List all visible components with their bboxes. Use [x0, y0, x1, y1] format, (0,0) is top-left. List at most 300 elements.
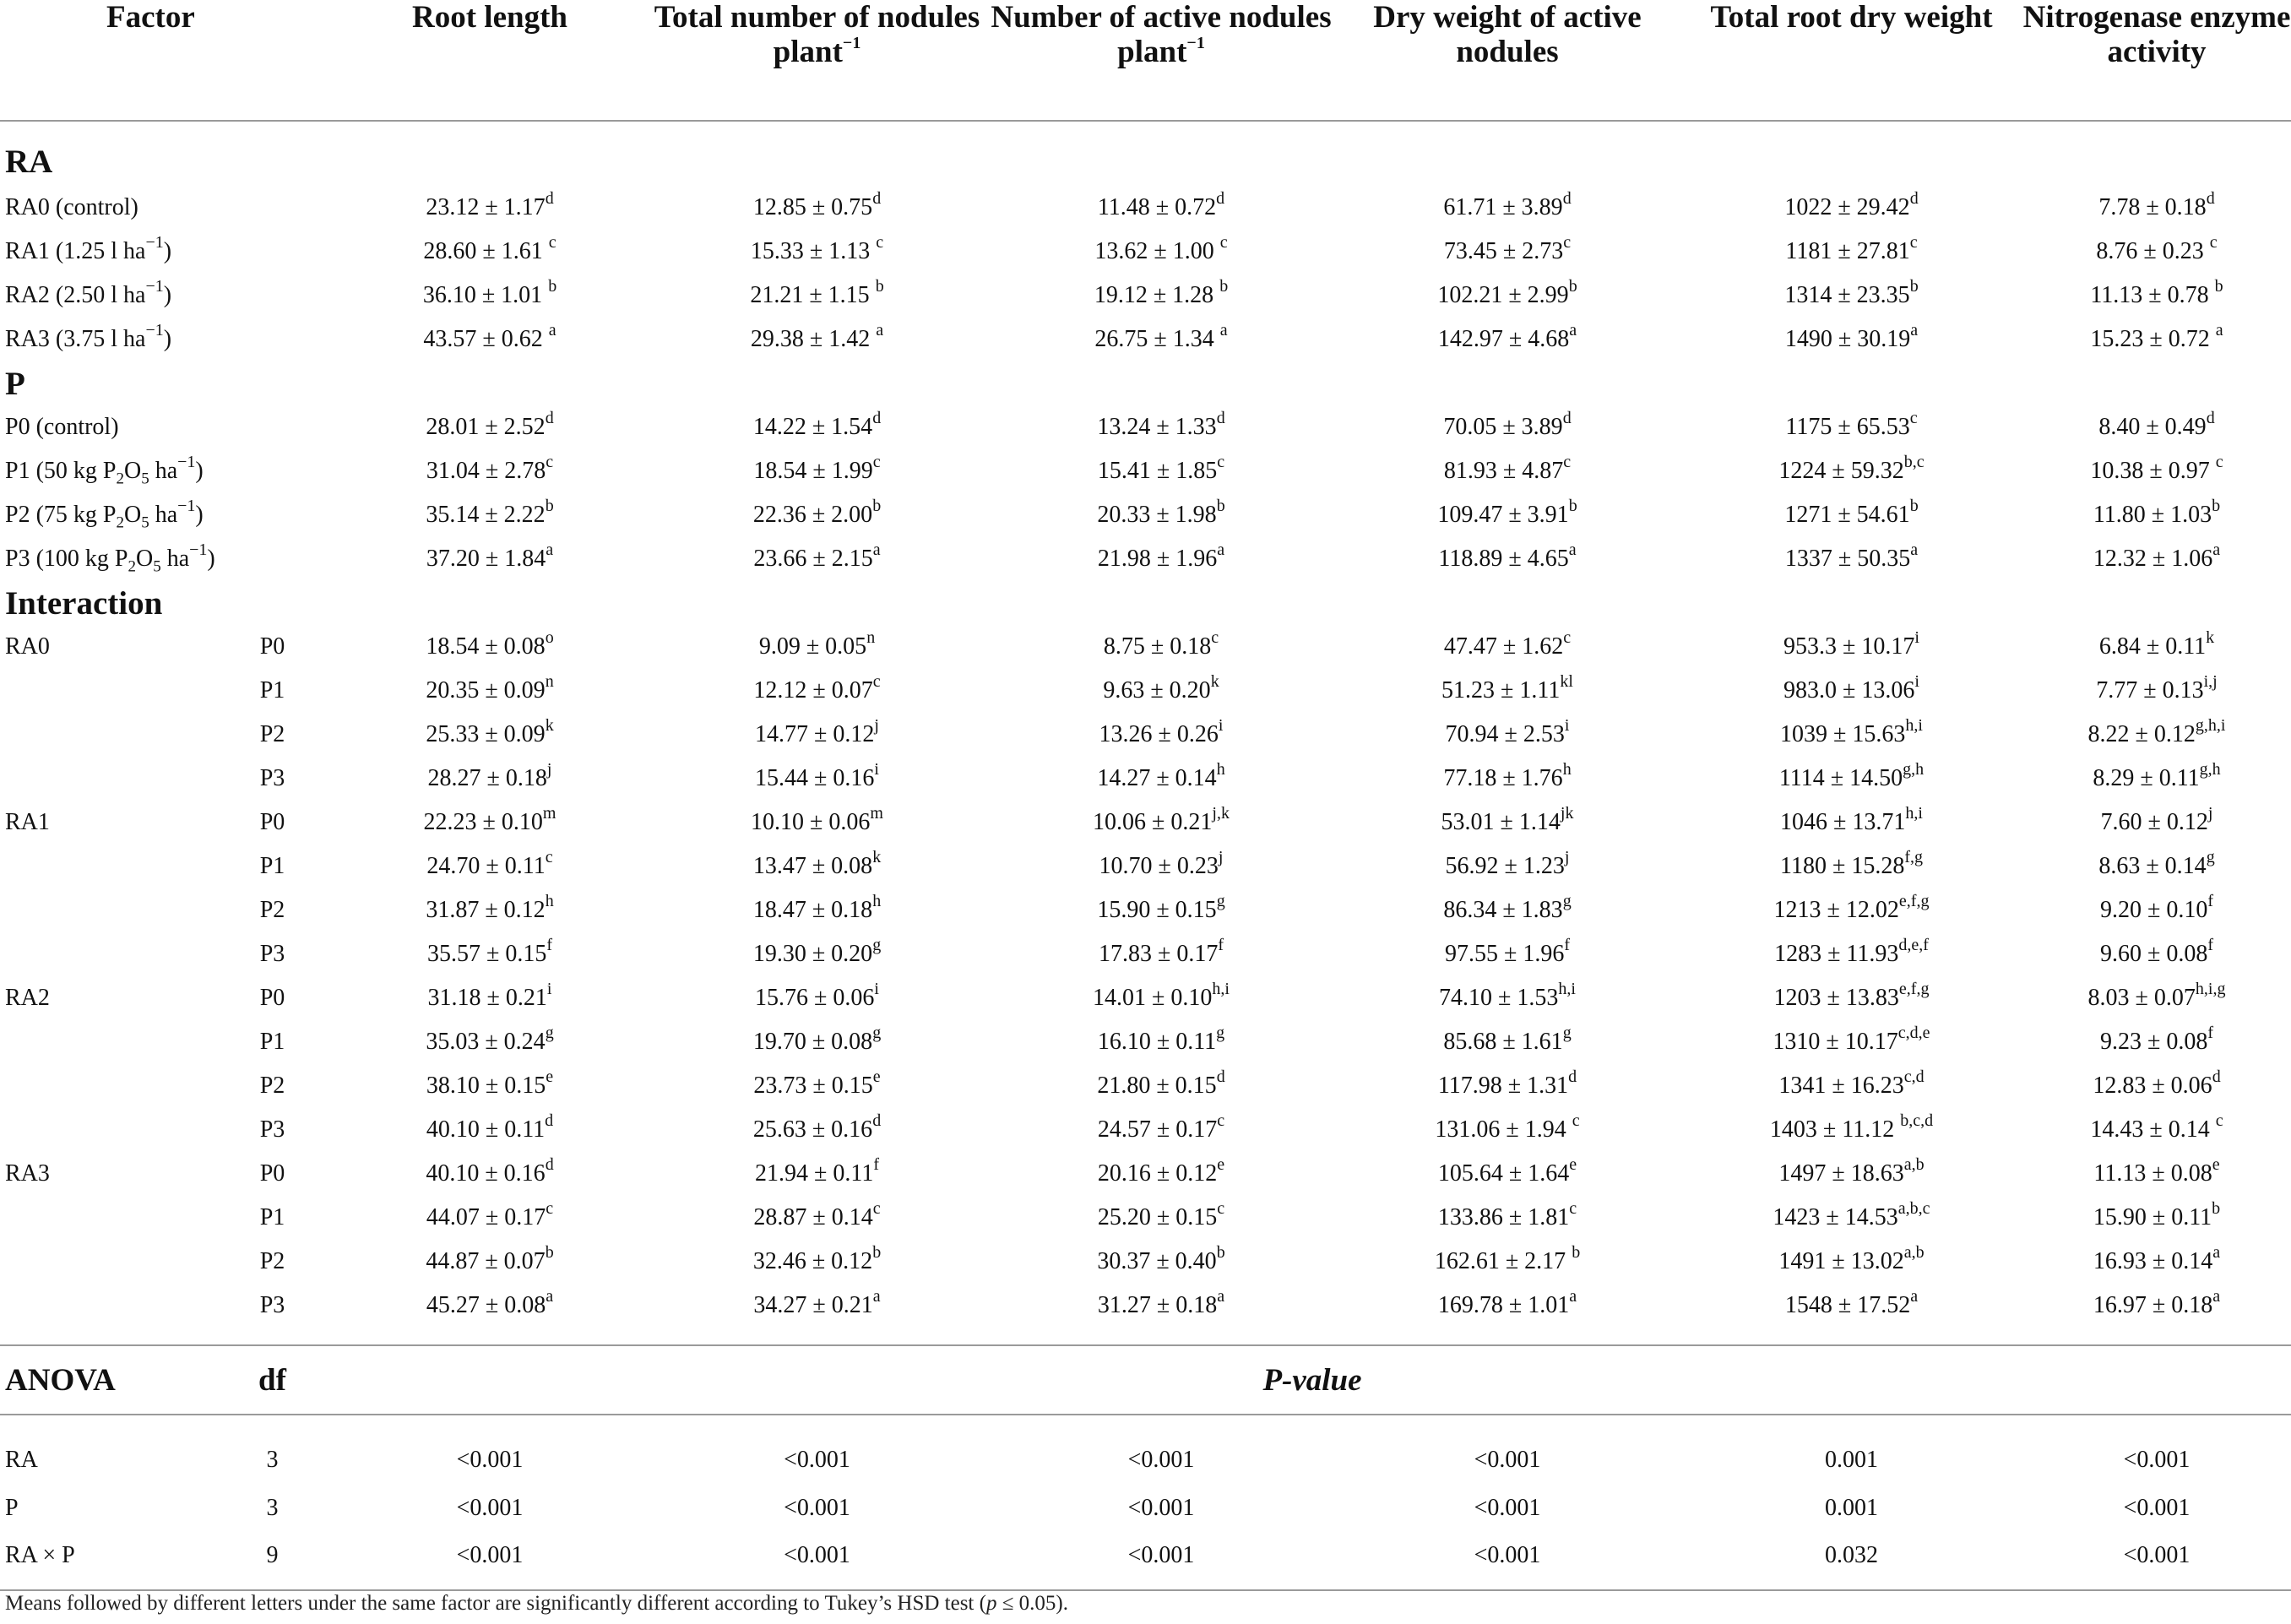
value-cell-0: 36.10 ± 1.01 $^b$	[422, 276, 557, 308]
value-cell-1: 12.85 ± 0.75$^d$	[752, 188, 882, 220]
significance-letter: b	[1572, 1242, 1581, 1262]
value-cell-0: 31.04 ± 2.78$^c$	[426, 452, 554, 484]
significance-letter: e	[872, 1067, 881, 1086]
ra-group-label	[0, 1064, 211, 1108]
significance-letter: c	[1217, 452, 1225, 471]
anova-row-2	[0, 1530, 2291, 1590]
df-label: df	[211, 1345, 334, 1415]
header-root-dry-weight: Total root dry weight	[1710, 0, 1993, 35]
value-cell-0: 23.12 ± 1.17$^d$	[426, 188, 554, 220]
interaction-row-11	[0, 1108, 2291, 1152]
significance-letter: a	[1219, 320, 1228, 339]
significance-letter: g	[2206, 847, 2215, 866]
ra-group-label	[0, 845, 211, 888]
significance-letter: d,e,f	[1898, 935, 1929, 954]
value-cell-0: $20.35 \pm 0.09^n$	[426, 671, 554, 703]
significance-letter: b	[1219, 276, 1229, 296]
value-cell-4: $1423 \pm 14.53^{a,b,c}$	[1773, 1198, 1930, 1230]
value-cell-5: $8.03 \pm 0.07^{h,i,g}$	[2087, 979, 2226, 1011]
significance-letter: b	[548, 276, 557, 296]
value-cell-0: 43.57 ± 0.62 $^a$	[423, 320, 556, 352]
significance-letter: b	[2214, 276, 2223, 296]
section-label: P	[5, 365, 25, 402]
table-divider	[0, 1328, 2291, 1345]
significance-letter: d	[1909, 188, 1919, 208]
value-cell-1: 19.70 ± 0.08$^g$	[752, 1023, 882, 1055]
significance-letter: d	[1216, 1067, 1225, 1086]
significance-letter: h,i	[1212, 979, 1230, 998]
value-cell-4: 1181 ± 27.81$^c$	[1785, 232, 1918, 264]
footnote: Means followed by different letters under the same factor are significantly different according to Tukey’s HSD test (p ≤ 0.05).	[5, 1592, 1068, 1615]
value-cell-3: $51.23 \pm 1.11^{kl}$	[1441, 671, 1573, 703]
value-cell-1: 12.12 ± 0.07$^c$	[753, 671, 881, 703]
value-cell-4: $1310 \pm 10.17^{c,d,e}$	[1773, 1023, 1930, 1055]
interaction-row-5	[0, 845, 2291, 888]
significance-letter: c	[872, 1198, 881, 1218]
significance-letter: a	[1217, 1286, 1225, 1306]
significance-letter: h	[545, 891, 554, 910]
p-level-label: P2	[259, 1073, 285, 1099]
significance-letter: j	[2207, 803, 2213, 823]
value-cell-3: 77.18 ± 1.76$^h$	[1443, 759, 1572, 791]
value-cell-4: $1213 \pm 12.02^{e,f,g}$	[1773, 891, 1930, 923]
value-cell-3: 47.47 ± 1.62$^c$	[1443, 627, 1572, 660]
significance-letter: a	[872, 540, 881, 559]
significance-letter: kl	[1560, 671, 1573, 691]
ra-group-label	[0, 932, 211, 976]
significance-letter: i	[1218, 715, 1224, 735]
anova-pvalue-5: <0.001	[2022, 1530, 2291, 1590]
interaction-row-9	[0, 1020, 2291, 1064]
significance-letter: b	[1568, 276, 1577, 296]
significance-letter: d	[2206, 188, 2215, 208]
ra-group-label	[0, 669, 211, 713]
value-cell-3: 131.06 ± 1.94 $^c$	[1435, 1111, 1580, 1143]
p-level-label: P0	[259, 633, 285, 660]
interaction-row-6	[0, 888, 2291, 932]
ra-group-label	[0, 1284, 211, 1328]
value-cell-3: 61.71 ± 3.89$^d$	[1443, 188, 1572, 220]
significance-letter: k	[2206, 627, 2215, 647]
section-interaction	[0, 581, 2291, 625]
significance-letter: d	[872, 1111, 882, 1130]
significance-letter: c	[1909, 232, 1918, 252]
significance-letter: c	[546, 1198, 554, 1218]
significance-letter: a	[876, 320, 884, 339]
section-label: RA	[5, 144, 53, 180]
value-cell-4: 1403 ± 11.12 $^{b,c,d}$	[1769, 1111, 1934, 1143]
significance-letter: e	[1217, 1154, 1225, 1174]
significance-letter: g,h	[2199, 759, 2221, 779]
value-cell-0: 35.14 ± 2.22$^b$	[426, 496, 554, 528]
significance-letter: b	[2212, 1198, 2221, 1218]
value-cell-5: 9.20 ± 0.10$^f$	[2099, 891, 2214, 923]
value-cell-5: 16.97 ± 0.18$^a$	[2093, 1286, 2221, 1318]
value-cell-2: 13.62 ± 1.00 $^c$	[1094, 232, 1228, 264]
significance-letter: g	[872, 935, 882, 954]
significance-letter: j	[1218, 847, 1224, 866]
value-cell-4: 1337 ± 50.35$^a$	[1784, 540, 1919, 572]
value-cell-5: $7.60 \pm 0.12^j$	[2100, 803, 2213, 835]
ra-group-label	[0, 1196, 211, 1240]
significance-letter: b	[545, 496, 554, 515]
significance-letter: h,i	[1558, 979, 1576, 998]
interaction-row-15	[0, 1284, 2291, 1328]
significance-letter: a	[1910, 320, 1919, 339]
p-level-label: P1	[259, 853, 285, 879]
significance-letter: b	[545, 1242, 554, 1262]
value-cell-5: 9.23 ± 0.08$^f$	[2099, 1023, 2214, 1055]
significance-letter: b	[2212, 496, 2221, 515]
significance-letter: c	[546, 452, 554, 471]
value-cell-5: $8.29 \pm 0.11^{g,h}$	[2093, 759, 2221, 791]
value-cell-4: $1203 \pm 13.83^{e,f,g}$	[1773, 979, 1930, 1011]
significance-letter: f	[2207, 1023, 2214, 1042]
significance-letter: h,i	[1905, 715, 1923, 735]
significance-letter: d	[1562, 188, 1572, 208]
significance-letter: c	[1563, 232, 1572, 252]
significance-letter: g	[545, 1023, 554, 1042]
value-cell-1: $15.76 \pm 0.06^i$	[755, 979, 879, 1011]
value-cell-2: 14.27 ± 0.14$^h$	[1097, 759, 1225, 791]
significance-letter: a	[2212, 540, 2221, 559]
significance-letter: f	[2207, 935, 2214, 954]
header-total-nodules: Total number of nodules plant$^{-1}$	[654, 0, 980, 69]
interaction-row-1	[0, 669, 2291, 713]
value-cell-1: 21.94 ± 0.11$^f$	[755, 1154, 879, 1187]
significance-letter: a	[1569, 1286, 1577, 1306]
anova-pvalue-4: 0.032	[1680, 1530, 2022, 1590]
value-cell-1: 25.63 ± 0.16$^d$	[752, 1111, 882, 1143]
significance-letter: g	[1216, 1023, 1225, 1042]
significance-letter: g,h	[1903, 759, 1925, 779]
ra-row-2	[0, 274, 2291, 318]
value-cell-0: 44.07 ± 0.17$^c$	[426, 1198, 554, 1230]
value-cell-2: 16.10 ± 0.11$^g$	[1097, 1023, 1225, 1055]
p-level-label: P3	[259, 1116, 285, 1143]
value-cell-2: 24.57 ± 0.17$^c$	[1097, 1111, 1225, 1143]
significance-letter: c	[1572, 1111, 1580, 1130]
value-cell-2: 25.20 ± 0.15$^c$	[1097, 1198, 1225, 1230]
value-cell-0: $28.27 \pm 0.18^j$	[427, 759, 552, 791]
significance-letter: c	[1563, 452, 1572, 471]
value-cell-2: $10.70 \pm 0.23^j$	[1099, 847, 1224, 879]
significance-letter: h,i,g	[2195, 979, 2226, 998]
value-cell-1: 18.54 ± 1.99$^c$	[753, 452, 881, 484]
significance-letter: h	[1562, 759, 1572, 779]
value-cell-4: 1271 ± 54.61$^b$	[1784, 496, 1919, 528]
value-cell-2: 15.41 ± 1.85$^c$	[1097, 452, 1225, 484]
significance-letter: b	[1909, 276, 1919, 296]
p-level-label: P2	[259, 721, 285, 747]
value-cell-2: $9.63 \pm 0.20^k$	[1103, 671, 1219, 703]
significance-letter: b	[1568, 496, 1577, 515]
significance-letter: f	[1218, 935, 1224, 954]
significance-letter: d	[1216, 188, 1225, 208]
significance-letter: f	[546, 935, 553, 954]
value-cell-2: 31.27 ± 0.18$^a$	[1097, 1286, 1225, 1318]
significance-letter: g	[1216, 891, 1225, 910]
value-cell-4: $1491 \pm 13.02^{a,b}$	[1778, 1242, 1925, 1274]
p-row-0	[0, 405, 2291, 449]
significance-letter: d	[872, 408, 882, 427]
significance-letter: b	[875, 276, 884, 296]
significance-letter: d	[2206, 408, 2215, 427]
significance-letter: h	[872, 891, 882, 910]
significance-letter: k	[545, 715, 554, 735]
value-cell-3: 169.78 ± 1.01$^a$	[1437, 1286, 1577, 1318]
significance-letter: c	[1217, 1198, 1225, 1218]
significance-letter: c,d	[1903, 1067, 1925, 1086]
value-cell-0: 31.87 ± 0.12$^h$	[426, 891, 554, 923]
value-cell-4: $1283 \pm 11.93^{d,e,f}$	[1774, 935, 1929, 967]
significance-letter: m	[870, 803, 883, 823]
significance-letter: i	[1564, 715, 1570, 735]
value-cell-3: 142.97 ± 4.68$^a$	[1437, 320, 1577, 352]
significance-letter: c,d,e	[1897, 1023, 1930, 1042]
significance-letter: h	[1216, 759, 1225, 779]
significance-letter: c	[1569, 1198, 1577, 1218]
row-label: RA0 (control)	[5, 194, 138, 220]
value-cell-5: 12.83 ± 0.06$^d$	[2093, 1067, 2221, 1099]
value-cell-4: $1497 \pm 18.63^{a,b}$	[1778, 1154, 1925, 1187]
ra-group-label	[0, 757, 211, 801]
value-cell-1: 28.87 ± 0.14$^c$	[753, 1198, 881, 1230]
significance-letter: k	[872, 847, 882, 866]
section-label: Interaction	[5, 584, 163, 622]
value-cell-3: 70.05 ± 3.89$^d$	[1443, 408, 1572, 440]
significance-letter: d	[545, 188, 554, 208]
header-nitrogenase: Nitrogenase enzyme activity	[2022, 0, 2291, 69]
value-cell-2: 21.98 ± 1.96$^a$	[1097, 540, 1225, 572]
significance-letter: a	[1910, 1286, 1919, 1306]
value-cell-4: 1175 ± 65.53$^c$	[1785, 408, 1918, 440]
row-label: RA3 (3.75 l $ha^{-1}$)	[5, 320, 172, 352]
p-level-label: P2	[259, 897, 285, 923]
anova-row-1	[0, 1486, 2291, 1530]
value-cell-1: $13.47 \pm 0.08^k$	[752, 847, 882, 879]
value-cell-2: 13.24 ± 1.33$^d$	[1097, 408, 1225, 440]
interaction-row-8	[0, 976, 2291, 1020]
significance-letter: c	[2215, 452, 2223, 471]
significance-letter: o	[545, 627, 554, 647]
value-cell-0: 28.01 ± 2.52$^d$	[426, 408, 554, 440]
ra-group-label	[0, 1240, 211, 1284]
significance-letter: g	[1562, 1023, 1572, 1042]
value-cell-5: 11.13 ± 0.78 $^b$	[2090, 276, 2223, 308]
anova-pvalue-4: 0.001	[1825, 1447, 1878, 1473]
value-cell-1: $15.44 \pm 0.16^i$	[755, 759, 879, 791]
value-cell-4: $1046 \pm 13.71^{h,i}$	[1780, 803, 1923, 835]
value-cell-0: 35.03 ± 0.24$^g$	[426, 1023, 554, 1055]
value-cell-5: 8.63 ± 0.14$^g$	[2098, 847, 2215, 879]
significance-letter: e	[2212, 1154, 2220, 1174]
significance-letter: d	[1568, 1067, 1577, 1086]
significance-letter: d	[1216, 408, 1225, 427]
value-cell-4: 1490 ± 30.19$^a$	[1784, 320, 1919, 352]
value-cell-1: $14.77 \pm 0.12^j$	[755, 715, 879, 747]
value-cell-5: 16.93 ± 0.14$^a$	[2093, 1242, 2221, 1274]
significance-letter: k	[1210, 671, 1219, 691]
significance-letter: j	[546, 759, 552, 779]
significance-letter: c	[876, 232, 884, 252]
anova-pvalue-4: 0.001	[1825, 1495, 1878, 1521]
significance-letter: j,k	[1212, 803, 1230, 823]
value-cell-3: 133.86 ± 1.81$^c$	[1437, 1198, 1577, 1230]
p-level-label: P1	[259, 677, 285, 703]
anova-label: ANOVA	[0, 1345, 211, 1415]
value-cell-0: $22.23 \pm 0.10^m$	[423, 803, 556, 835]
anova-pvalue-1: <0.001	[784, 1447, 850, 1473]
significance-letter: j	[1564, 847, 1570, 866]
value-cell-0: 24.70 ± 0.11$^c$	[426, 847, 553, 879]
ra-row-1	[0, 230, 2291, 274]
value-cell-1: 19.30 ± 0.20$^g$	[752, 935, 882, 967]
significance-letter: h,i	[1905, 803, 1923, 823]
value-cell-1: 34.27 ± 0.21$^a$	[753, 1286, 881, 1318]
interaction-row-2	[0, 713, 2291, 757]
significance-letter: e,f,g	[1898, 891, 1930, 910]
value-cell-2: 15.90 ± 0.15$^g$	[1097, 891, 1225, 923]
value-cell-1: $10.10 \pm 0.06^m$	[751, 803, 883, 835]
significance-letter: i,j	[2203, 671, 2218, 691]
significance-letter: c	[1219, 232, 1228, 252]
significance-letter: d	[2212, 1067, 2221, 1086]
significance-letter: i	[1914, 671, 1919, 691]
anova-row-0	[0, 1415, 2291, 1486]
anova-df: 9	[211, 1530, 334, 1590]
value-cell-3: $53.01 \pm 1.14^{jk}$	[1441, 803, 1574, 835]
significance-letter: b,c	[1903, 452, 1925, 471]
value-cell-5: $8.22 \pm 0.12^{g,h,i}$	[2087, 715, 2226, 747]
value-cell-5: 8.76 ± 0.23 $^c$	[2096, 232, 2218, 264]
value-cell-0: 40.10 ± 0.16$^d$	[426, 1154, 554, 1187]
anova-df: 3	[266, 1495, 279, 1521]
anova-source: P	[5, 1495, 19, 1521]
significance-letter: d	[1562, 408, 1572, 427]
value-cell-3: 162.61 ± 2.17 $^b$	[1434, 1242, 1581, 1274]
ra-group-label	[0, 1108, 211, 1152]
value-cell-1: $9.09 \pm 0.05^n$	[758, 627, 876, 660]
value-cell-3: 97.55 ± 1.96$^f$	[1444, 935, 1571, 967]
value-cell-3: 73.45 ± 2.73$^c$	[1443, 232, 1572, 264]
value-cell-0: 45.27 ± 0.08$^a$	[426, 1286, 554, 1318]
value-cell-4: 1314 ± 23.35$^b$	[1784, 276, 1919, 308]
value-cell-4: $1341 \pm 16.23^{c,d}$	[1778, 1067, 1925, 1099]
value-cell-2: $13.26 \pm 0.26^i$	[1099, 715, 1224, 747]
section-p	[0, 361, 2291, 405]
significance-letter: a	[2212, 1286, 2221, 1306]
significance-letter: a,b,c	[1897, 1198, 1930, 1218]
significance-letter: d	[545, 1154, 554, 1174]
value-cell-3: 109.47 ± 3.91$^b$	[1437, 496, 1577, 528]
value-cell-5: 11.80 ± 1.03$^b$	[2093, 496, 2221, 528]
value-cell-3: 105.64 ± 1.64$^e$	[1437, 1154, 1577, 1187]
p-level-label: P1	[259, 1204, 285, 1230]
significance-letter: e,f,g	[1898, 979, 1930, 998]
significance-letter: a,b	[1903, 1154, 1925, 1174]
ra-group-label: RA0	[5, 633, 50, 660]
value-cell-1: 23.66 ± 2.15$^a$	[753, 540, 881, 572]
value-cell-4: $983.0 \pm 13.06^i$	[1783, 671, 1919, 703]
significance-letter: a	[546, 540, 554, 559]
value-cell-4: $953.3 \pm 10.17^i$	[1783, 627, 1919, 660]
value-cell-5: 15.23 ± 0.72 $^a$	[2090, 320, 2223, 352]
significance-letter: i	[874, 979, 879, 998]
value-cell-3: $70.94 \pm 2.53^i$	[1445, 715, 1570, 747]
value-cell-5: 11.13 ± 0.08$^e$	[2093, 1154, 2220, 1187]
p-row-3	[0, 537, 2291, 581]
value-cell-0: $31.18 \pm 0.21^i$	[427, 979, 552, 1011]
significance-letter: a	[546, 1286, 554, 1306]
significance-letter: jk	[1560, 803, 1574, 823]
value-cell-4: $1180 \pm 15.28^{f,g}$	[1780, 847, 1923, 879]
significance-letter: a	[1910, 540, 1919, 559]
value-cell-1: 22.36 ± 2.00$^b$	[752, 496, 882, 528]
value-cell-2: 21.80 ± 0.15$^d$	[1097, 1067, 1225, 1099]
row-label: P3 (100 kg $P_2O_5$ $ha^{-1}$)	[5, 540, 215, 576]
significance-letter: c	[872, 452, 881, 471]
value-cell-5: 8.40 ± 0.49$^d$	[2098, 408, 2215, 440]
anova-df: 3	[266, 1447, 279, 1473]
value-cell-3: 85.68 ± 1.61$^g$	[1443, 1023, 1572, 1055]
value-cell-3: $56.92 \pm 1.23^j$	[1445, 847, 1570, 879]
significance-letter: c	[545, 847, 553, 866]
value-cell-4: 1022 ± 29.42$^d$	[1784, 188, 1919, 220]
ra-group-label	[0, 1020, 211, 1064]
significance-letter: f	[2207, 891, 2214, 910]
significance-letter: b	[1216, 496, 1225, 515]
value-cell-3: 81.93 ± 4.87$^c$	[1443, 452, 1572, 484]
row-label: RA2 (2.50 l $ha^{-1}$)	[5, 276, 172, 308]
significance-letter: c	[2209, 232, 2218, 252]
interaction-row-12	[0, 1152, 2291, 1196]
interaction-row-14	[0, 1240, 2291, 1284]
header-root-length: Root length	[412, 0, 567, 35]
row-label: P2 (75 kg $P_2O_5$ $ha^{-1}$)	[5, 496, 204, 532]
p-level-label: P3	[259, 1292, 285, 1318]
significance-letter: n	[545, 671, 554, 691]
value-cell-2: 8.75 ± 0.18$^c$	[1103, 627, 1219, 660]
value-cell-3: 118.89 ± 4.65$^a$	[1438, 540, 1577, 572]
value-cell-2: 26.75 ± 1.34 $^a$	[1094, 320, 1228, 352]
significance-letter: c	[1909, 408, 1918, 427]
p-level-label: P0	[259, 985, 285, 1011]
p-level-label: P3	[259, 941, 285, 967]
significance-letter: f,g	[1904, 847, 1923, 866]
significance-letter: g	[1562, 891, 1572, 910]
significance-letter: i	[874, 759, 879, 779]
significance-letter: m	[542, 803, 556, 823]
significance-letter: a	[548, 320, 556, 339]
significance-letter: a	[872, 1286, 881, 1306]
ra-group-label: RA3	[5, 1160, 50, 1187]
value-cell-5: 10.38 ± 0.97 $^c$	[2090, 452, 2223, 484]
anova-pvalue-2: <0.001	[1127, 1447, 1195, 1473]
anova-pvalue-3: <0.001	[1474, 1447, 1541, 1473]
value-cell-1: 23.73 ± 0.15$^e$	[753, 1067, 881, 1099]
p-level-label: P1	[259, 1029, 285, 1055]
value-cell-4: 1548 ± 17.52$^a$	[1784, 1286, 1919, 1318]
significance-letter: c	[872, 671, 881, 691]
header-factor: Factor	[106, 0, 195, 35]
anova-pvalue-1: <0.001	[784, 1495, 850, 1521]
significance-letter: j	[874, 715, 879, 735]
row-label: P0 (control)	[5, 414, 119, 440]
significance-letter: b	[872, 1242, 882, 1262]
significance-letter: g,h,i	[2195, 715, 2226, 735]
anova-source: RA × P	[0, 1530, 211, 1590]
